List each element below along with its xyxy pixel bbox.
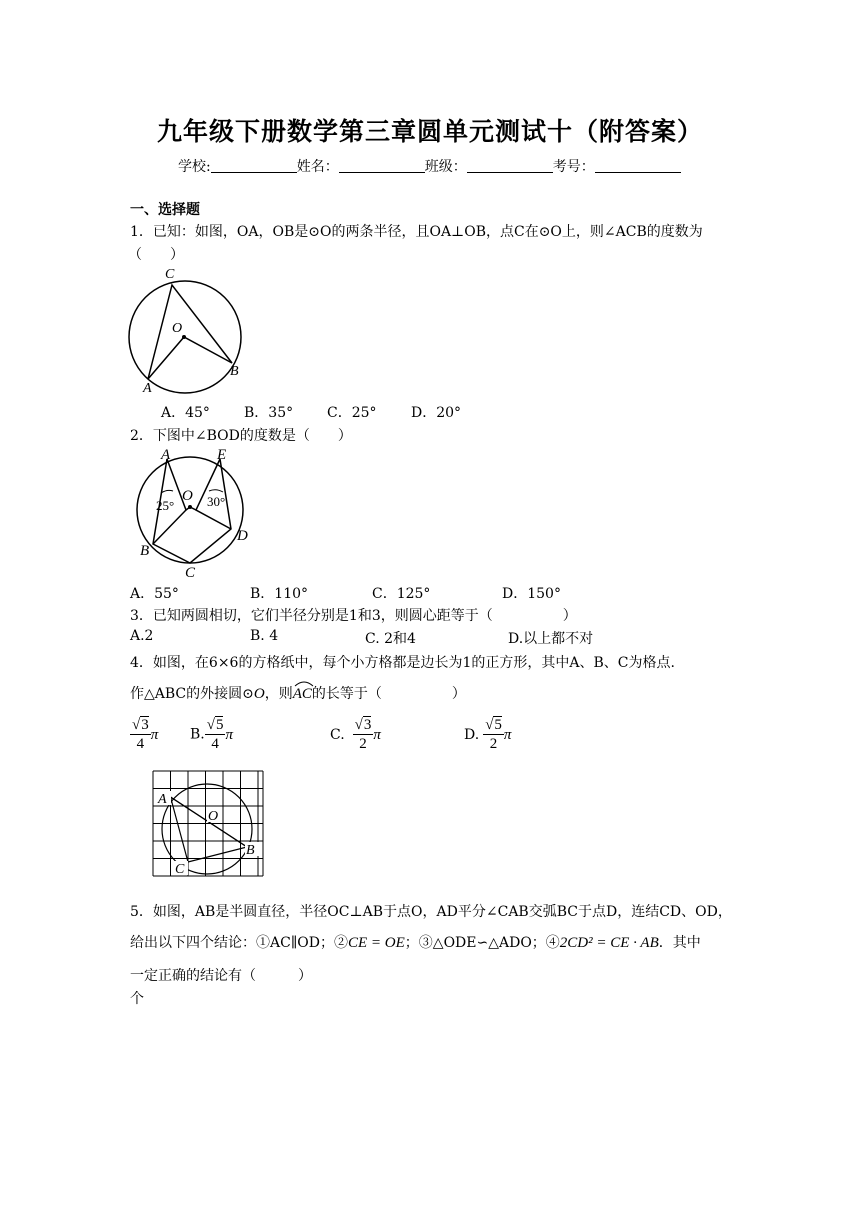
q3-option-c: C. 2和4 (365, 631, 416, 647)
class-blank (467, 158, 553, 173)
q4-option-d (464, 716, 511, 753)
section-heading: 一、选择题 (130, 202, 200, 218)
q2-center-dot (188, 505, 192, 509)
q1-text-line2: （ ） (128, 247, 184, 263)
q5-line2-part-b: ；③△ODE∽△ADO；④ (404, 935, 560, 951)
q4-option-a-fraction: $\frac{√3}{4}$ (132, 717, 149, 752)
q2-circle-figure (130, 445, 265, 580)
q4-option-b (190, 716, 233, 753)
q1-circle-figure (122, 262, 257, 397)
q4-label-o: O (208, 809, 219, 824)
q1-option-c: C．25° (327, 405, 377, 421)
q2-angle-25: 25° (156, 498, 175, 513)
q4-option-d-fraction: $\frac{√5}{2}$ (485, 717, 502, 752)
q4-grid-figure (150, 768, 266, 880)
q1-option-d: D．20° (411, 405, 462, 421)
pi-symbol: π (503, 727, 512, 743)
q2-label-c: C (185, 565, 196, 580)
q2-text: 2．下图中∠BOD的度数是（ ） (130, 428, 352, 444)
pi-symbol: π (150, 727, 159, 743)
q1-label-c: C (165, 267, 175, 282)
q5-formula-2cd2: 2CD² = CE · AB (559, 935, 659, 951)
q3-option-d: D.以上都不对 (508, 631, 594, 647)
q4-option-d-letter: D. (464, 726, 480, 743)
q4-option-b-fraction: $\frac{√5}{4}$ (206, 717, 224, 752)
q1-label-b: B (230, 364, 239, 379)
q4-arc-label: AC (292, 686, 312, 702)
class-label: 班级： (424, 159, 467, 175)
q4-option-a (130, 716, 158, 753)
q5-text-line1: 5．如图，AB是半圆直径，半径OC⊥AB于点O，AD平分∠CAB交弧BC于点D，连结CD、OD， (130, 904, 732, 920)
exam-no-label: 考号： (552, 159, 595, 175)
q5-text-line3: 一定正确的结论有（ ） (130, 968, 312, 984)
q4-option-c-letter: C. (330, 726, 345, 743)
q2-label-b: B (140, 543, 150, 559)
q3-option-a: A.2 (130, 628, 154, 644)
q5-formula-ce-oe: CE = OE (348, 935, 405, 951)
pi-symbol: π (225, 727, 233, 743)
q4-line2-post: 的长等于（ ） (311, 686, 466, 702)
q5-line2-part-c: ．其中 (658, 935, 701, 951)
page-title: 九年级下册数学第三章圆单元测试十（附答案） (156, 117, 703, 146)
q4-line2-mid: ，则 (264, 686, 293, 702)
q3-option-b: B. 4 (250, 628, 279, 644)
q1-center-dot (182, 335, 186, 339)
school-blank (211, 158, 297, 173)
q4-label-b: B (246, 843, 255, 858)
q5-text-line4: 个 (130, 991, 144, 1007)
q4-text-line2 (130, 683, 466, 703)
q2-option-c: C．125° (372, 586, 431, 602)
q4-line2-pre: 作△ABC的外接圆⊙ (130, 686, 254, 702)
name-blank (339, 158, 425, 173)
q2-option-d: D．150° (502, 586, 561, 602)
pi-symbol: π (373, 727, 381, 743)
q2-angle-30: 30° (207, 494, 226, 509)
q5-line2-part-a: 给出以下四个结论：①AC∥OD；② (130, 935, 348, 951)
exam-no-blank (595, 158, 681, 173)
q4-option-c-fraction: $\frac{√3}{2}$ (354, 717, 372, 752)
q2-option-a: A．55° (130, 586, 179, 602)
q2-label-d: D (237, 528, 248, 544)
q4-arc-symbol (294, 679, 314, 687)
q1-option-a: A．45° (161, 405, 210, 421)
q1-radii (148, 337, 232, 379)
q4-label-c: C (175, 862, 185, 877)
q1-label-a: A (143, 381, 152, 396)
q2-label-a: A (161, 447, 171, 463)
q2-label-o: O (182, 488, 193, 504)
q4-label-a: A (158, 792, 167, 807)
q1-text-line1: 1．已知：如图，OA，OB是⊙O的两条半径，且OA⊥OB，点C在⊙O上，则∠ACB的度数为 (130, 224, 703, 240)
q4-option-b-letter: B. (190, 726, 205, 743)
school-label: 学校: (178, 159, 211, 175)
q4-arc-ac (293, 686, 312, 703)
q4-text-line1: 4．如图，在6×6的方格纸中，每个小方格都是边长为1的正方形，其中A、B、C为格点. (130, 655, 675, 671)
q4-circumcircle (162, 784, 252, 874)
q3-text: 3．已知两圆相切，它们半径分别是1和3，则圆心距等于（ ） (130, 608, 577, 624)
q1-option-b: B．35° (244, 405, 294, 421)
q4-option-c (330, 716, 381, 753)
q4-circle-o: O (253, 686, 265, 702)
q5-text-line2 (130, 932, 701, 952)
q2-angle-arc-e (209, 490, 223, 492)
name-label: 姓名： (296, 159, 339, 175)
q2-circle (137, 457, 243, 563)
q4-triangle-abc (171, 797, 248, 862)
q2-option-b: B．110° (250, 586, 309, 602)
q2-label-e: E (217, 447, 227, 463)
q2-angle-arc-a (161, 490, 173, 493)
q1-label-o: O (172, 321, 183, 336)
student-info-line (178, 156, 681, 176)
